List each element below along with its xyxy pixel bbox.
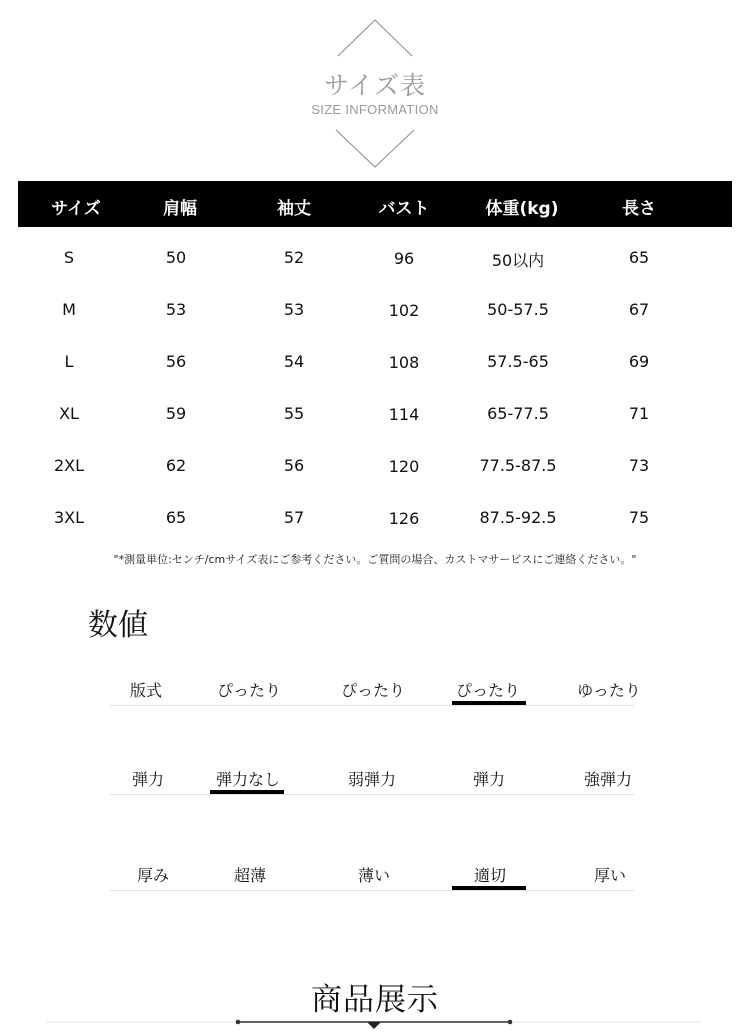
selection-indicator <box>452 886 526 890</box>
table-cell: 65 <box>165 508 187 527</box>
attribute-row-fit <box>0 678 750 718</box>
table-cell: 54 <box>283 352 305 371</box>
attribute-label: 厚み <box>136 866 169 885</box>
table-cell: 102 <box>388 301 420 320</box>
table-cell: 50以内 <box>491 251 545 270</box>
attribute-row-stretch <box>0 767 750 807</box>
table-cell: 59 <box>165 404 187 423</box>
attribute-option: 強弾力 <box>583 770 632 789</box>
table-cell: 52 <box>283 248 305 267</box>
table-cell: 87.5-92.5 <box>479 508 557 527</box>
table-cell: XL <box>59 404 79 423</box>
attribute-option-selected: 弾力なし <box>215 770 280 789</box>
showcase-divider <box>0 1010 750 1036</box>
selection-indicator <box>452 701 526 705</box>
attribute-option: 超薄 <box>233 866 266 885</box>
table-cell: 96 <box>393 249 415 268</box>
table-cell: 69 <box>628 352 650 371</box>
size-chart-title: サイズ表 <box>323 71 426 100</box>
table-cell: 120 <box>388 457 420 476</box>
size-table-header <box>18 181 732 227</box>
attribute-option: 薄い <box>357 866 390 885</box>
attribute-divider <box>110 705 634 706</box>
attribute-row-thickness <box>0 863 750 903</box>
table-cell: 67 <box>628 300 650 319</box>
table-cell: 56 <box>165 352 187 371</box>
table-cell: 62 <box>165 456 187 475</box>
column-header: 袖丈 <box>277 199 311 219</box>
column-header: 体重(kg) <box>485 199 559 219</box>
product-showcase-title: 商品展示 <box>311 982 439 1018</box>
table-cell: 57.5-65 <box>487 352 549 371</box>
table-cell: L <box>64 352 74 371</box>
attribute-label: 弾力 <box>131 770 164 789</box>
table-cell: 65-77.5 <box>487 404 549 423</box>
table-cell: 65 <box>628 248 650 267</box>
attribute-option: ぴったり <box>216 681 281 700</box>
values-section-title: 数値 <box>88 608 148 643</box>
table-cell: 50 <box>165 248 187 267</box>
measurement-note: "*測量単位:センチ/cmサイズ表にご参考ください。ご質問の場合、カストマサービスにご連絡ください。" <box>113 553 637 566</box>
table-cell: 2XL <box>53 456 85 475</box>
table-cell: 114 <box>388 405 420 424</box>
selection-indicator <box>210 790 284 794</box>
table-cell: 53 <box>283 300 305 319</box>
table-cell: 77.5-87.5 <box>479 456 557 475</box>
table-cell: 73 <box>628 456 650 475</box>
column-header: 長さ <box>622 199 656 219</box>
table-cell: 108 <box>388 353 420 372</box>
attribute-option: ゆったり <box>577 681 641 700</box>
table-cell: 3XL <box>53 508 85 527</box>
table-cell: 75 <box>628 508 650 527</box>
table-cell: 126 <box>388 509 420 528</box>
table-cell: 56 <box>283 456 305 475</box>
attribute-option-selected: ぴったり <box>455 681 520 700</box>
table-cell: M <box>62 300 76 319</box>
column-header: 肩幅 <box>163 199 197 219</box>
column-header: バスト <box>378 199 430 219</box>
table-cell: 53 <box>165 300 187 319</box>
attribute-option: 弾力 <box>472 770 505 789</box>
attribute-option: ぴったり <box>340 681 405 700</box>
attribute-label: 版式 <box>129 681 162 700</box>
table-cell: 71 <box>628 404 650 423</box>
table-cell: 50-57.5 <box>487 300 549 319</box>
table-cell: S <box>63 248 75 267</box>
table-cell: 57 <box>283 508 305 527</box>
column-header: サイズ <box>51 199 101 219</box>
attribute-option: 弱弾力 <box>347 770 396 789</box>
size-chart-subtitle: SIZE INFORMATION <box>311 102 439 117</box>
table-cell: 55 <box>283 404 305 423</box>
attribute-option: 厚い <box>593 866 626 885</box>
attribute-divider <box>110 890 634 891</box>
attribute-divider <box>110 794 634 795</box>
attribute-option-selected: 適切 <box>473 866 506 885</box>
